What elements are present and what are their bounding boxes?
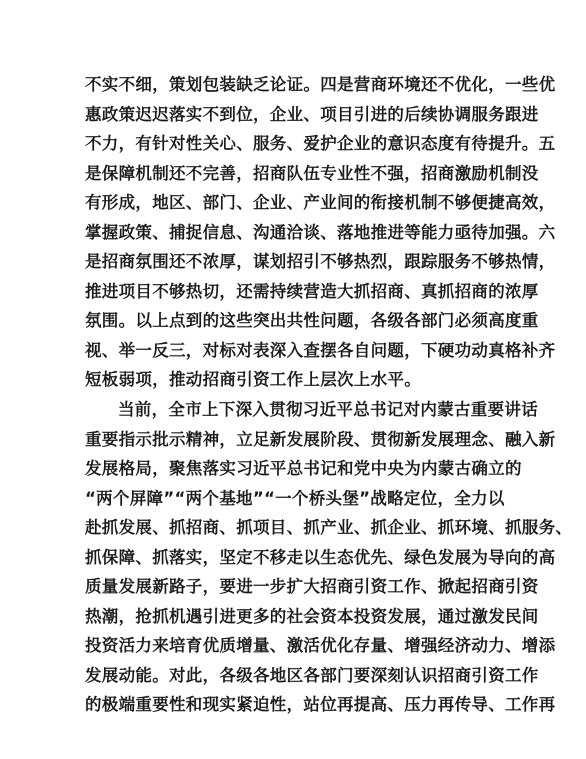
paragraph-1: [85, 70, 556, 395]
text-line: 掌握政策、捕捉信息、沟通洽谈、落地推进等能力亟待加强。六: [85, 222, 556, 242]
text-line: 不实不细，策划包装缺乏论证。四是营商环境还不优化，一些优: [85, 75, 556, 94]
text-line: 投资活力来培育优质增量、激活优化存量、增强经济动力、增添: [85, 636, 556, 655]
text-line: 氛围。以上点到的这些突出共性问题，各级各部门必须高度重: [85, 311, 539, 330]
text-line-indented: 当前，全市上下深入贯彻习近平总书记对内蒙古重要讲话: [118, 400, 538, 419]
text-line: 发展动能。对此，各级各地区各部门要深刻认识招商引资工作: [85, 665, 539, 685]
text-line: 是保障机制还不完善，招商队伍专业性不强，招商激励机制没: [85, 163, 539, 183]
text-line: 不力，有针对性关心、服务、爱护企业的意识态度有待提升。五: [85, 134, 556, 153]
text-line: 视、举一反三，对标对表深入查摆各自问题，下硬功动真格补齐: [85, 340, 556, 360]
text-line: 的极端重要性和现实紧迫性，站位再提高、压力再传导、工作再: [85, 695, 556, 714]
text-line: 赴抓发展、抓招商、抓项目、抓产业、抓企业、抓环境、抓服务、: [85, 518, 573, 537]
text-line: 短板弱项，推动招商引资工作上层次上水平。: [85, 370, 421, 389]
text-line: 是招商氛围还不浓厚，谋划招引不够热烈，跟踪服务不够热情，: [85, 252, 556, 271]
text-line: 推进项目不够热切，还需持续营造大抓招商、真抓招商的浓厚: [85, 281, 539, 301]
text-line: 发展格局，聚焦落实习近平总书记和党中央为内蒙古确立的: [85, 459, 522, 478]
text-line: 抓保障、抓落实，坚定不移走以生态优先、绿色发展为导向的高: [85, 547, 556, 567]
text-line: 惠政策迟迟落实不到位，企业、项目引进的后续协调服务跟进: [85, 104, 539, 124]
paragraph-2: [85, 395, 573, 720]
text-line: 重要指示批示精神，立足新发展阶段、贯彻新发展理念、融入新: [85, 429, 556, 449]
text-line: 质量发展新路子，要进一步扩大招商引资工作、掀起招商引资: [85, 577, 539, 596]
text-line: “两个屏障”“两个基地”“一个桥头堡”战略定位，全力以: [85, 488, 505, 508]
text-line: 有形成，地区、部门、企业、产业间的衔接机制不够便捷高效，: [85, 193, 556, 212]
text-line: 热潮，抢抓机遇引进更多的社会资本投资发展，通过激发民间: [85, 606, 539, 626]
